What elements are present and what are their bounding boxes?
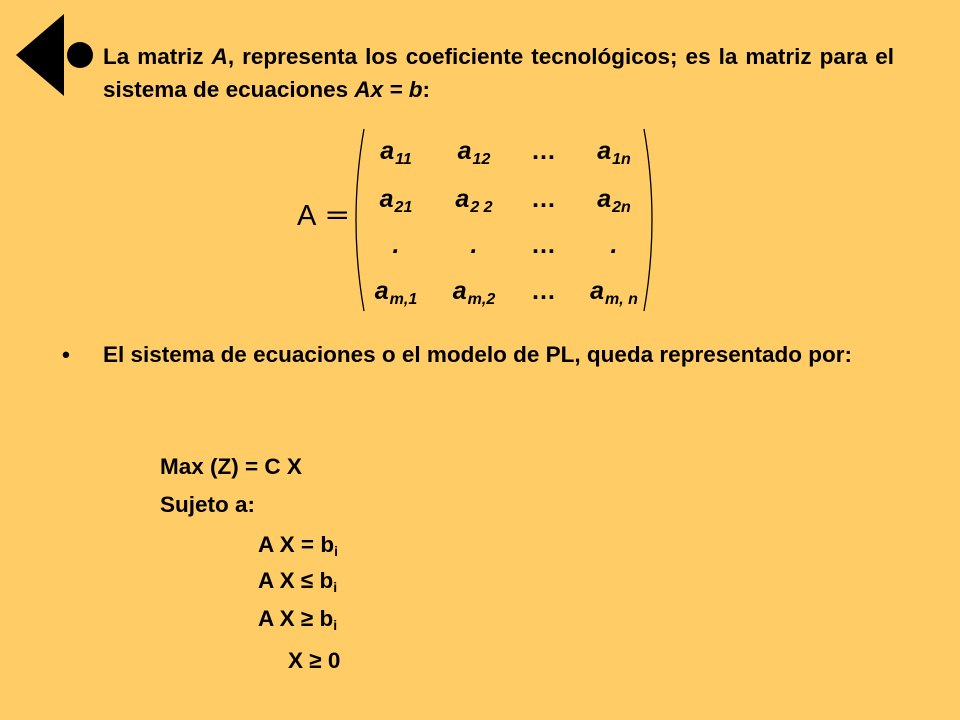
matrix-cell: [578, 276, 650, 315]
matrix-cell: [360, 230, 432, 260]
intro-text-2: , representa los coeficiente tecnológicos; es la matriz para el sistema de ecuaciones: [103, 44, 894, 102]
matrix-cell-subscript: 11: [395, 151, 412, 168]
matrix-cell-base: …: [531, 185, 557, 213]
matrix-label: A: [297, 200, 317, 232]
intro-text-1: La matriz: [103, 44, 212, 69]
constraint-greater-equal: [258, 604, 337, 640]
objective-function: Max (Z) = C X: [160, 454, 302, 479]
matrix-cell-base: a: [379, 185, 394, 213]
constraint-equal-sub: i: [334, 543, 338, 559]
matrix-cell: [360, 184, 432, 223]
matrix-cell: [360, 136, 432, 175]
matrix-cell-base: a: [597, 185, 612, 213]
matrix-cell: [438, 136, 510, 175]
matrix-cell-base: a: [452, 277, 467, 305]
matrix-cell-base: …: [531, 277, 557, 305]
matrix-cell-base: .: [392, 231, 400, 259]
intro-text-3: :: [422, 77, 431, 102]
matrix-cell-subscript: m,1: [389, 291, 418, 308]
constraint-less-equal-sub: i: [333, 579, 338, 595]
matrix-cell-base: …: [531, 137, 557, 165]
model-intro-paragraph: El sistema de ecuaciones o el modelo de PL, queda representado por:: [103, 342, 852, 367]
matrix-cell: [578, 136, 650, 175]
matrix-cell-subscript: m,2: [467, 291, 496, 308]
matrix-cell-base: a: [455, 185, 470, 213]
matrix-cell: [508, 276, 580, 306]
constraint-less-equal: [258, 566, 337, 602]
matrix-cell: [508, 230, 580, 260]
back-arrow-icon: [14, 14, 94, 96]
matrix-cell-base: a: [457, 137, 472, 165]
matrix-cell: [578, 230, 650, 260]
matrix-cell: [508, 136, 580, 166]
matrix-cell-base: …: [531, 231, 557, 259]
back-button[interactable]: [14, 14, 94, 96]
matrix-cell-base: a: [380, 137, 395, 165]
matrix-cell-base: a: [590, 277, 604, 305]
matrix-cell-subscript: m, n: [605, 291, 638, 308]
intro-equation: Ax = b: [354, 77, 423, 102]
intro-matrix-name: A: [211, 44, 228, 69]
matrix-cell-subscript: 12: [472, 151, 491, 168]
matrix-cell-base: a: [374, 277, 389, 305]
matrix-cell: [438, 184, 510, 223]
intro-paragraph: [103, 40, 894, 106]
constraint-greater-equal-sub: i: [333, 617, 338, 633]
matrix-cell: [438, 230, 510, 260]
constraint-greater-equal-text: A X ≥ b: [258, 606, 334, 631]
matrix-cell-subscript: 2 2: [470, 199, 493, 216]
matrix-cell: [360, 276, 432, 315]
bullet-symbol: •: [62, 342, 70, 367]
matrix-cell: [508, 184, 580, 214]
matrix-cell-subscript: 2n: [612, 199, 631, 216]
subject-to-label: Sujeto a:: [160, 492, 256, 517]
matrix-cell: [578, 184, 650, 223]
matrix-cell-subscript: 21: [394, 199, 413, 216]
matrix-equals-sign: =: [324, 200, 351, 231]
matrix-cell-base: .: [470, 231, 478, 259]
constraint-equal-text: A X = b: [258, 532, 335, 557]
constraint-equal: [258, 530, 338, 566]
matrix-cell: [438, 276, 510, 315]
matrix-cell-base: a: [597, 137, 612, 165]
matrix-cell-subscript: 1n: [612, 151, 631, 168]
non-negativity-constraint: X ≥ 0: [288, 648, 341, 673]
constraint-less-equal-text: A X ≤ b: [258, 568, 334, 593]
matrix-cell-base: .: [610, 231, 618, 259]
